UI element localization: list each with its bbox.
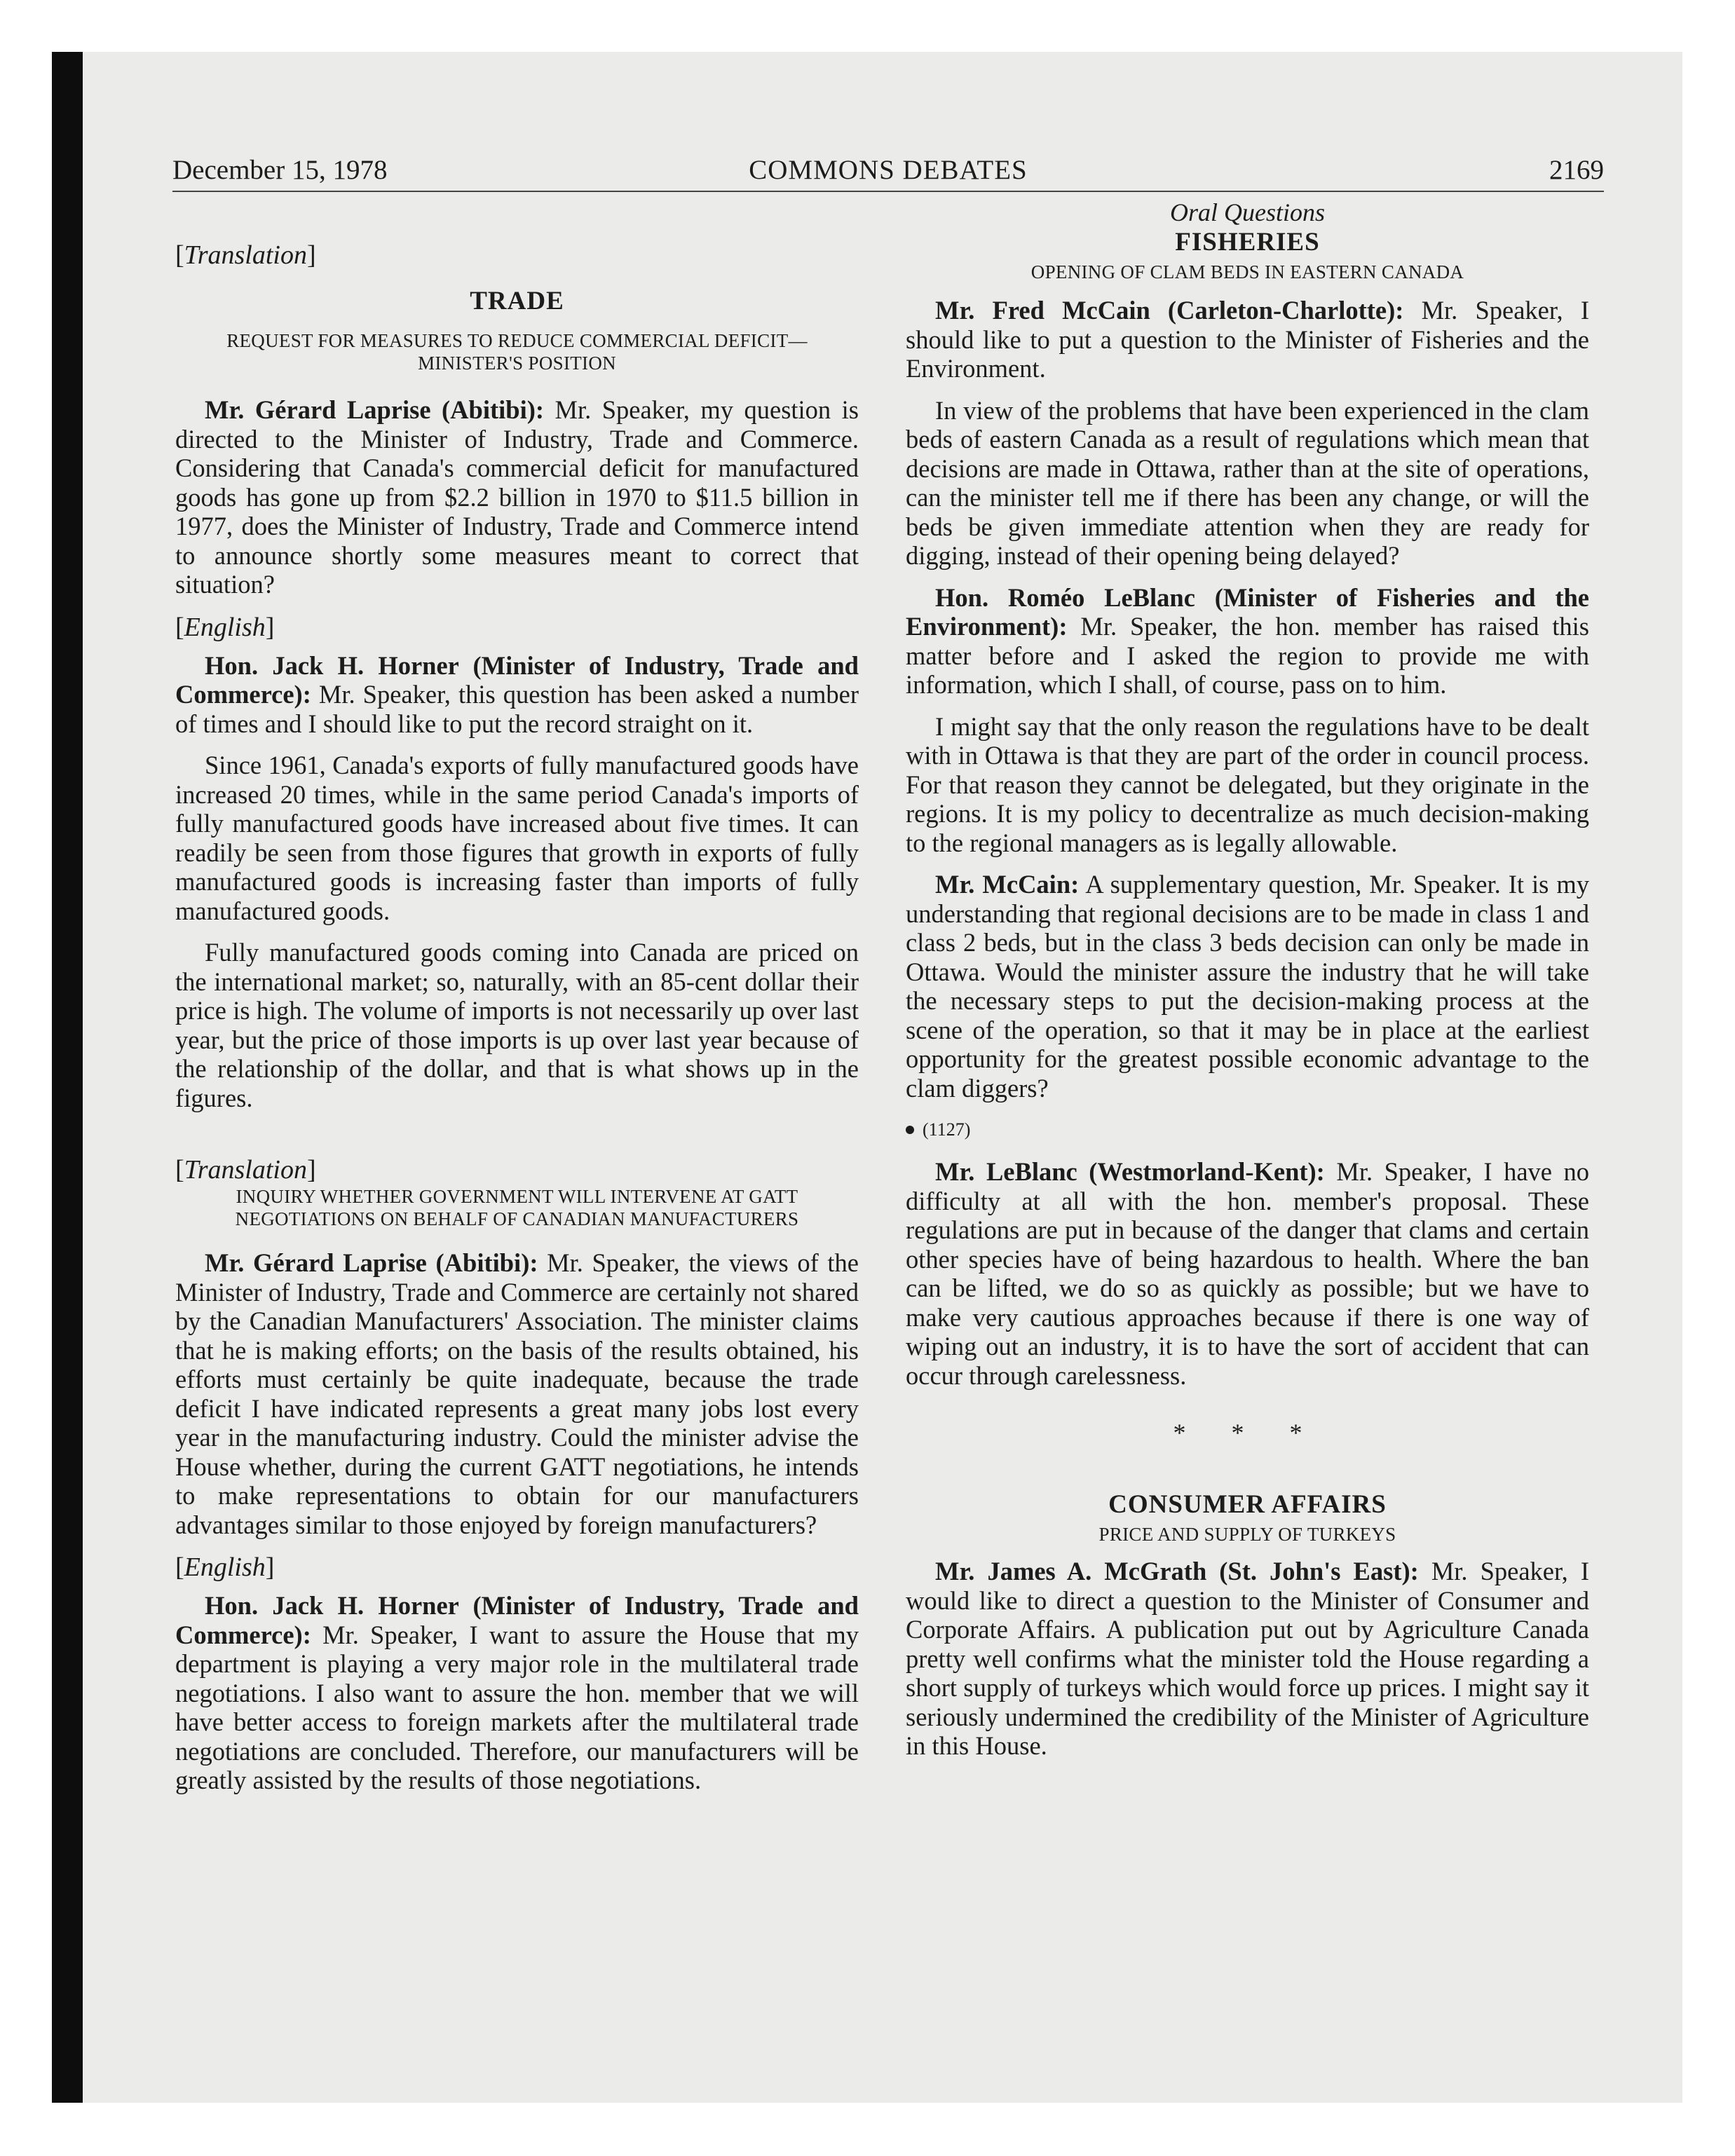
english-note: [English]	[175, 1553, 275, 1582]
subheading-turkeys: PRICE AND SUPPLY OF TURKEYS	[1098, 1524, 1396, 1545]
header-page-number: 2169	[1549, 155, 1604, 185]
english-note: [English]	[175, 612, 275, 642]
left-column	[175, 198, 859, 1795]
paragraph: Hon. Jack H. Horner (Minister of Industry, Trade and Commerce): Mr. Speaker, I want to assure the House that my department is playing a very major role in the multilateral trade negotiations. I also want to assure the hon. member that we will have better access to foreign markets after the multilateral trade negotiations are concluded. Therefore, our manufacturers will be greatly assisted by the results of those negotiations.	[175, 1591, 859, 1794]
paragraph: Mr. McCain: A supplementary question, Mr. Speaker. It is my understanding that regional decisions are to be made in class 1 and class 2 beds, but in the class 3 beds decision can only be made in Ottawa. Would the minister assure the industry that he will take the necessary steps to put the decision-making process at the scene of the operation, so that it may be in place at the earliest opportunity for the greatest possible economic advantage to the clam diggers?	[906, 870, 1590, 1103]
subheading-clam-beds: OPENING OF CLAM BEDS IN EASTERN CANADA	[1030, 261, 1464, 282]
page-header	[172, 151, 1604, 192]
scan-edge-shadow	[52, 52, 83, 2103]
speaker-name: Hon. Roméo LeBlanc (Minister of Fisheries and the Environment):	[906, 582, 1589, 641]
speaker-name: Mr. Gérard Laprise (Abitibi):	[205, 395, 545, 424]
speaker-name: Mr. McCain:	[935, 870, 1080, 899]
time-marker: (1127)	[906, 1118, 1589, 1142]
paragraph: Hon. Jack H. Horner (Minister of Industry, Trade and Commerce): Mr. Speaker, this question has been asked a number of times and I should like to put the record straight on it.	[175, 650, 859, 738]
speaker-name: Hon. Jack H. Horner (Minister of Industry, Trade and Commerce):	[175, 1591, 859, 1649]
translation-note: [Translation]	[175, 240, 316, 270]
speaker-name: Mr. James A. McGrath (St. John's East):	[935, 1557, 1419, 1585]
section-heading-fisheries: FISHERIES	[1175, 228, 1320, 257]
paragraph: Mr. LeBlanc (Westmorland-Kent): Mr. Speaker, I have no difficulty at all with the hon. member's proposal. These regulations are put in because of the danger that clams and certain other species have of being hazardous to health. Where the ban can be lifted, we do so as quickly as possible; but we have to make very cautious approaches because if there is one way of wiping out an industry, it is to have the sort of accident that can occur through carelessness.	[906, 1157, 1590, 1390]
speaker-name: Mr. LeBlanc (Westmorland-Kent):	[935, 1157, 1325, 1186]
paragraph: Hon. Roméo LeBlanc (Minister of Fisheries and the Environment): Mr. Speaker, the hon. member has raised this matter before and I asked the region to provide me with information, which I shall, of course, pass on to him.	[906, 582, 1589, 699]
header-title: COMMONS DEBATES	[749, 155, 1028, 185]
subheading-commercial-deficit-line1: REQUEST FOR MEASURES TO REDUCE COMMERCIAL DEFICIT—	[226, 330, 808, 351]
subheading-gatt-line2: NEGOTIATIONS ON BEHALF OF CANADIAN MANUFACTURERS	[235, 1208, 799, 1229]
paragraph: Mr. Gérard Laprise (Abitibi): Mr. Speaker, my question is directed to the Minister of Industry, Trade and Commerce. Considering that Canada's commercial deficit for manufactured goods has gone up from $2.2 billion in 1970 to $11.5 billion in 1977, does the Minister of Industry, Trade and Commerce intend to announce shortly some measures meant to correct that situation?	[175, 395, 859, 599]
translation-note: [Translation]	[175, 1155, 316, 1185]
paragraph: Since 1961, Canada's exports of fully manufactured goods have increased 20 times, while in the same period Canada's imports of fully manufactured goods have increased about five times. It can readily be seen from those figures that growth in exports of fully manufactured goods is increasing faster than imports of fully manufactured goods.	[175, 751, 859, 925]
section-heading-consumer-affairs: CONSUMER AFFAIRS	[1108, 1490, 1387, 1519]
paragraph: Mr. James A. McGrath (St. John's East): Mr. Speaker, I would like to direct a question to the Minister of Consumer and Corporate Affairs. A publication put out by Agriculture Canada pretty well confirms what the minister told the House regarding a short supply of turkeys which would force up prices. I might say it seriously undermined the credibility of the Minister of Agriculture in this House.	[906, 1557, 1589, 1760]
paragraph: Mr. Gérard Laprise (Abitibi): Mr. Speaker, the views of the Minister of Industry, Trade and Commerce are certainly not shared by the Canadian Manufacturers' Association. The minister claims that he is making efforts; on the basis of the results obtained, his efforts must certainly be quite inadequate, because the trade deficit I have indicated represents a great many jobs lost every year in the manufacturing industry. Could the minister advise the House whether, during the current GATT negotiations, he intends to make representations to obtain for our manufacturers advantages similar to those enjoyed by foreign manufacturers?	[175, 1248, 859, 1539]
speaker-name: Mr. Gérard Laprise (Abitibi):	[205, 1248, 538, 1277]
oral-questions-label: Oral Questions	[1169, 198, 1325, 226]
paragraph: Fully manufactured goods coming into Canada are priced on the international market; so, naturally, with an 85-cent dollar their price is high. The volume of imports is not necessarily up over last year, but the price of those imports is up over last year because of the relationship of the dollar, and that is what shows up in the figures.	[175, 938, 859, 1112]
paragraph: In view of the problems that have been experienced in the clam beds of eastern Canada as a result of regulations which mean that decisions are made in Ottawa, rather than at the site of operations, can the minister tell me if there has been any change, or will the beds be given immediate attention when they are ready for digging, instead of their opening being delayed?	[906, 395, 1589, 570]
paragraph: Mr. Fred McCain (Carleton-Charlotte): Mr. Speaker, I should like to put a question to the Minister of Fisheries and the Environment.	[906, 296, 1589, 383]
speaker-name: Hon. Jack H. Horner (Minister of Industry, Trade and Commerce):	[175, 650, 859, 709]
bullet-icon	[906, 1126, 914, 1134]
header-date: December 15, 1978	[172, 155, 388, 185]
subheading-commercial-deficit-line2: MINISTER'S POSITION	[418, 353, 616, 374]
right-column	[906, 198, 1589, 1761]
section-separator: * * *	[1173, 1419, 1322, 1447]
subheading-gatt-line1: INQUIRY WHETHER GOVERNMENT WILL INTERVENE AT GATT	[236, 1186, 798, 1207]
paragraph: I might say that the only reason the regulations have to be dealt with in Ottawa is that they are part of the order in council process. For that reason they cannot be delegated, but they originate in the regions. It is my policy to decentralize as much decision-making to the regional managers as is legally allowable.	[906, 711, 1589, 857]
speaker-name: Mr. Fred McCain (Carleton-Charlotte):	[935, 296, 1404, 325]
section-heading-trade: TRADE	[470, 287, 564, 315]
